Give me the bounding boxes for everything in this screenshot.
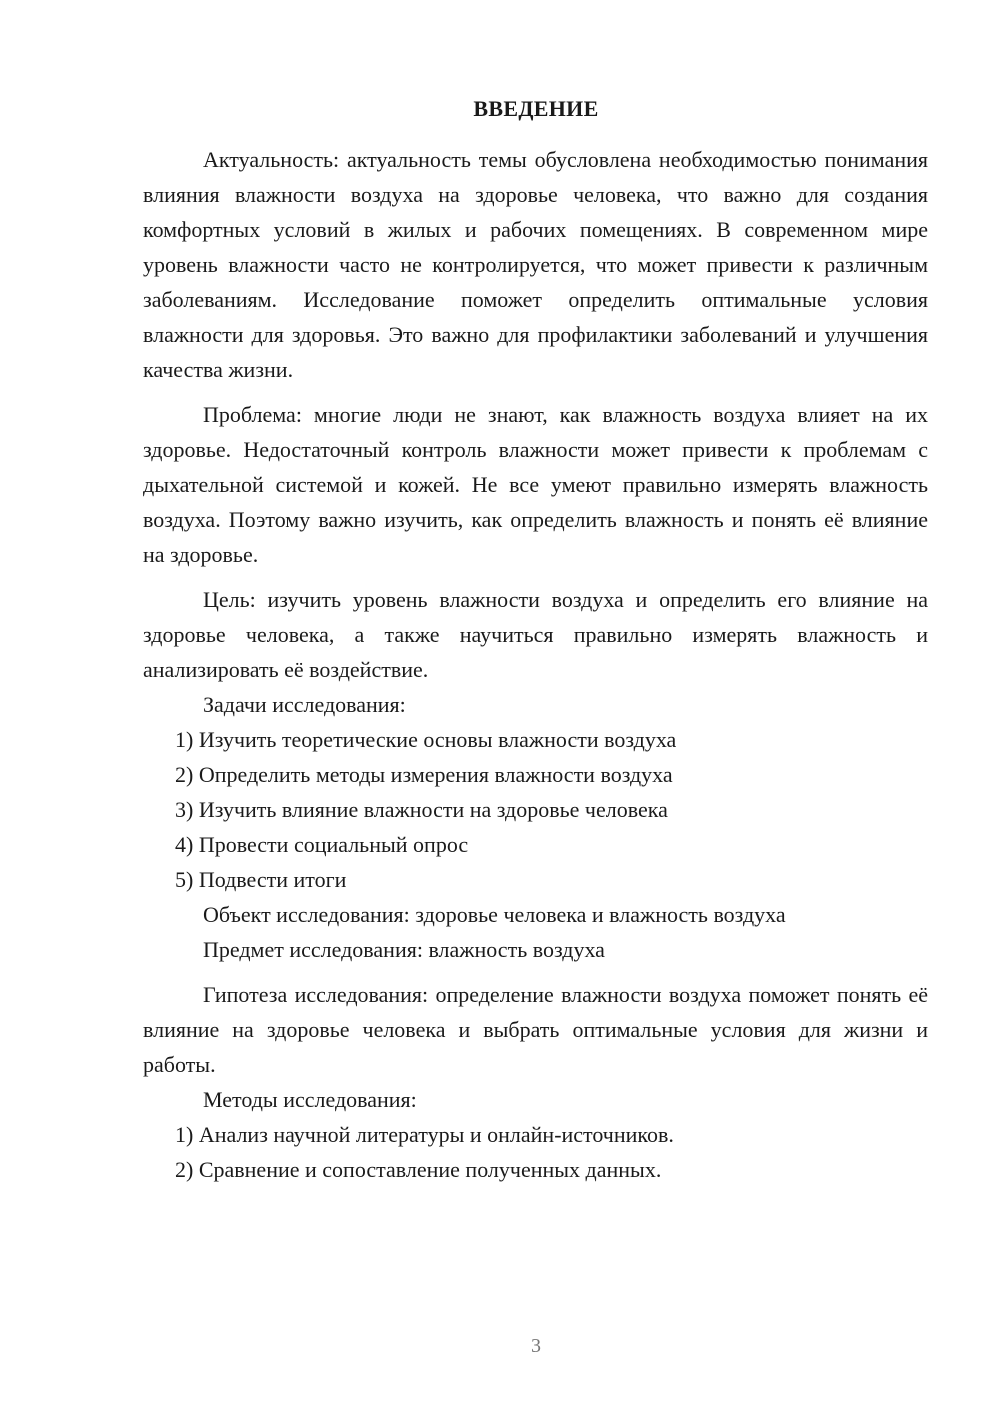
subject-paragraph: Предмет исследования: влажность воздуха [203,937,605,962]
list-item: 2) Сравнение и сопоставление полученных данных. [175,1157,662,1182]
tasks-title: Задачи исследования: [203,692,406,717]
list-item: 3) Изучить влияние влажности на здоровье человека [175,797,668,822]
list-item: 1) Изучить теоретические основы влажности воздуха [175,727,677,752]
tasks-list [143,722,928,897]
list-item: 5) Подвести итоги [175,867,347,892]
goal-paragraph: Цель: изучить уровень влажности воздуха и определить его влияние на здоровье человека, а также научиться правильно измерять влажность и анализировать её воздействие. [143,587,928,682]
document-body [143,142,928,1187]
hypothesis-paragraph: Гипотеза исследования: определение влажности воздуха поможет понять её влияние на здоровье человека и выбрать оптимальные условия для жизни и работы. [143,982,928,1077]
object-paragraph: Объект исследования: здоровье человека и влажность воздуха [203,902,786,927]
page-number: 3 [531,1335,541,1357]
list-item: 2) Определить методы измерения влажности воздуха [175,762,673,787]
page-title: ВВЕДЕНИЕ [473,96,599,121]
list-item: 4) Провести социальный опрос [175,832,469,857]
methods-title: Методы исследования: [203,1087,417,1112]
list-item: 1) Анализ научной литературы и онлайн-источников. [175,1122,674,1147]
problem-paragraph: Проблема: многие люди не знают, как влажность воздуха влияет на их здоровье. Недостаточный контроль влажности может привести к проблемам с дыхательной системой и кожей. Не все умеют правильно измерять влажность воздуха. Поэтому важно изучить, как определить влажность и понять её влияние на здоровье. [143,402,928,567]
relevance-paragraph: Актуальность: актуальность темы обусловлена необходимостью понимания влияния влажности воздуха на здоровье человека, что важно для создания комфортных условий в жилых и рабочих помещениях. В современном мире уровень влажности часто не контролируется, что может привести к различным заболеваниям. Исследование поможет определить оптимальные условия влажности для здоровья. Это важно для профилактики заболеваний и улучшения качества жизни. [143,147,928,382]
methods-list [143,1117,928,1187]
